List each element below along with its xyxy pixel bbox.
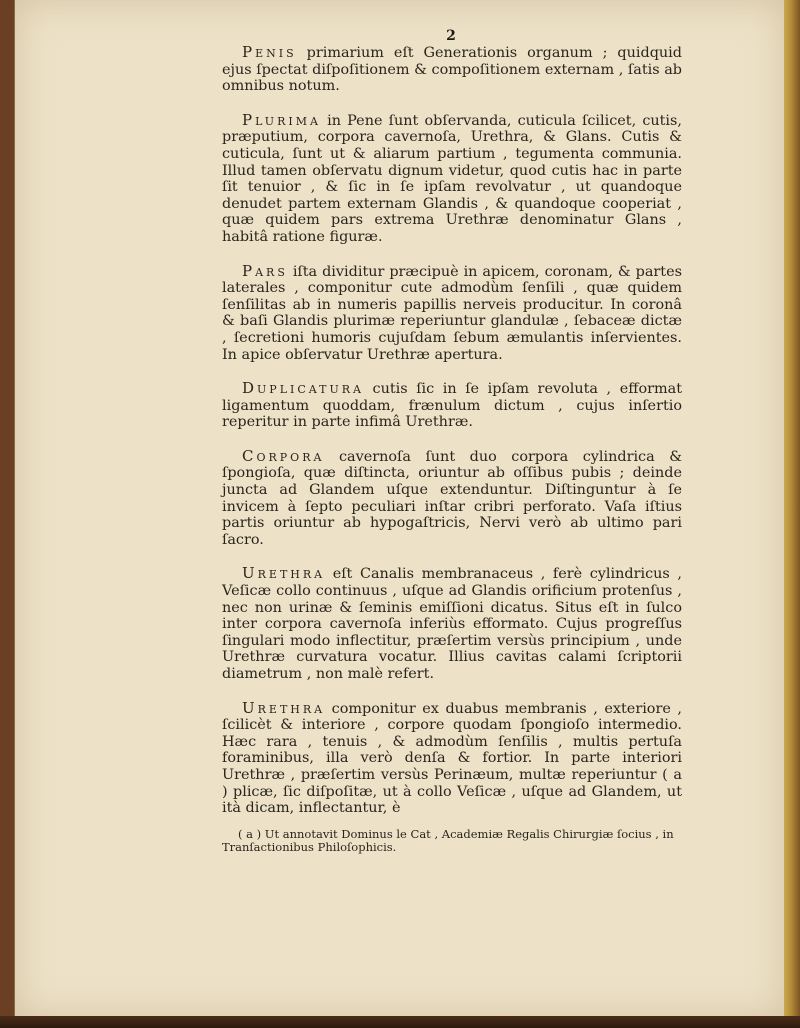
paragraph-lead: Duplicatura xyxy=(242,379,364,398)
paragraph-text: cavernoſa ſunt duo corpora cylindrica & ſpongioſa, quæ diſtincta, oriuntur ab oſſibus pubis ; deinde juncta ad Glandem uſque extenduntur. Diſtinguntur à ſe invicem à ſepto peculiari inſtar cribri perforato. Vaſa iſtius partis oriuntur ab hypogaſtricis, Nervi verò ab ultimo pari ſacro. xyxy=(222,448,683,548)
paragraph-plurima xyxy=(222,112,682,246)
text-block xyxy=(222,44,682,871)
paragraph-text: in Pene ſunt obſervanda, cuticula ſcilicet, cutis, præputium, corpora cavernoſa, Urethra, & Glans. Cutis & cuticula, ſunt ut & aliarum partium , tegumenta communia. Illud tamen obſervatu dignum videtur, quod cutis hac in parte ſit tenuior , & ſic in ſe ipſam revolvatur , ut quandoque denudet partem externam Glandis , & quandoque cooperiat , quæ quidem pars extrema Urethræ denominatur Glans , habitâ ratione figuræ. xyxy=(222,112,682,245)
page-number: 2 xyxy=(446,28,456,44)
footnote: ( a ) Ut annotavit Dominus le Cat , Academiæ Regalis Chirurgiæ ſocius , in Tranſactionibus Philoſophicis. xyxy=(222,826,674,854)
paragraph-urethra-membranes xyxy=(222,700,682,817)
paragraph-urethra-canal xyxy=(222,565,682,682)
paragraph-text: primarium eſt Generationis organum ; quidquid ejus ſpectat diſpoſitionem & compoſitionem externam , ſatis ab omnibus notum. xyxy=(222,45,682,95)
paragraph-text: eſt Canalis membranaceus , ferè cylindricus , Veſicæ collo continuus , uſque ad Glandis orificium protenſus , nec non urinæ & ſeminis emiſſioni dicatus. Situs eſt in ſulco inter corpora cavernoſa inferiùs efformato. Cujus progreſſus ſingulari modo inflectitur, præſertim versùs principium , unde Urethræ curvatura vocatur. Illius cavitas calami ſcriptorii diametrum , non malè refert. xyxy=(222,566,682,682)
paragraph-text: iſta dividitur præcipuè in apicem, coronam, & partes laterales , componitur cute admodùm ſenſili , quæ quidem ſenſilitas ab in numeris papillis nerveis producitur. In coronâ & baſi Glandis plurimæ reperiuntur glandulæ , ſebaceæ dictæ , ſecretioni humoris cujuſdam ſebum æmulantis inſervientes. In apice obſervatur Urethræ apertura. xyxy=(222,263,682,363)
paragraph-text: cutis ſic in ſe ipſam revoluta , efformat ligamentum quoddam, frænulum dictum , cujus inſertio reperitur in parte infimâ Urethræ. xyxy=(222,381,682,431)
paragraph-lead: Urethra xyxy=(242,698,326,717)
paragraph-corpora xyxy=(222,448,682,549)
paragraph-lead: Corpora xyxy=(242,446,325,465)
gilt-page-edge xyxy=(784,0,800,1028)
paragraph-pars xyxy=(222,263,682,364)
paragraph-lead: Penis xyxy=(242,43,297,61)
paragraph-text: componitur ex duabus membranis , exteriore , ſcilicèt & interiore , corpore quodam ſpongioſo intermedio. Hæc rara , tenuis , & admodùm ſenſilis , multis pertuſa foraminibus, illa verò denſa & fortior. In parte interiori Urethræ , præſertim versùs Perinæum, multæ reperiuntur ( a ) plicæ, ſic diſpoſitæ, ut à collo Veſicæ , uſque ad Glandem, ut ità dicam, inflectantur, è xyxy=(222,700,682,817)
paragraph-lead: Urethra xyxy=(242,564,326,583)
paragraph-lead: Pars xyxy=(242,261,288,280)
paragraph-duplicatura xyxy=(222,380,682,431)
paragraph-lead: Plurima xyxy=(242,110,321,129)
binding-shadow xyxy=(0,1016,800,1028)
paragraph-penis xyxy=(222,44,682,95)
